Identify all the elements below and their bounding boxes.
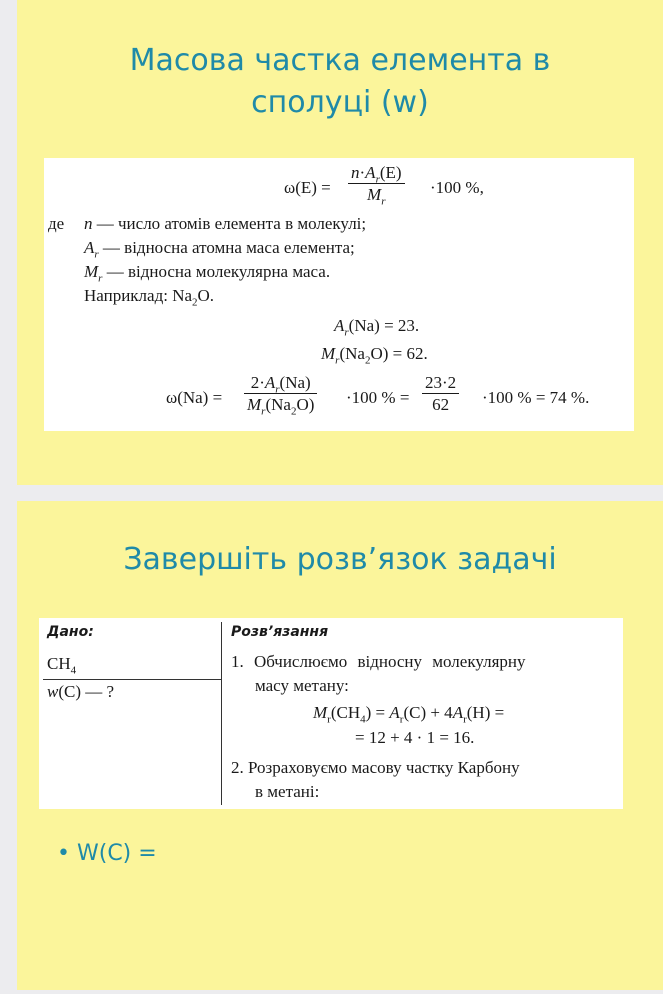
answer-prompt: W(C) = [76,841,157,866]
step-1: 1. Обчислюємо відносну молекулярну [231,652,526,671]
equation-1: $M_r(CH_4) = A_r(C) + 4A_r(H)$ = [313,703,505,726]
calc-fraction-2: $\frac{23\cdot 2}{62}$ [422,372,459,415]
formula-rhs: ·100 %, [430,178,484,197]
slide-title: Завершіть розв’язок задачі [123,542,557,577]
ar-na: $A_r(Na) = 23$. [334,316,420,339]
mr-na2o: $M_r(Na_2O) = 62$. [321,344,428,367]
formula-fraction [348,162,405,208]
step-1-cont: масу метану: [255,676,349,695]
calc-mid: ·100 % = [346,388,410,407]
solution-header: Розв’язання [231,624,329,640]
slide-mass-fraction [17,0,663,485]
given-value: $CH_4$ [47,654,77,677]
answer-bullet [57,841,157,866]
formula-denominator: $M_r$ [367,185,386,208]
equation-2: = 12 + 4 · 1 = 16. [355,728,475,747]
where-n: n — число атомів елемента в молекулі; [84,214,367,233]
step-2-cont: в метані: [255,782,320,801]
given-find: w(C) — ? [47,682,115,701]
where-mr: $M_r$ — відносна молекулярна маса. [84,262,331,285]
slide-task [17,501,663,990]
column-divider [221,622,222,805]
given-divider [43,679,221,680]
where-ar: $A_r$ — відносна атомна маса елемента; [84,238,355,261]
given-header: Дано: [47,624,94,640]
where-de: де [48,214,65,233]
formula-lhs: ω(E) = [284,178,331,197]
bullet-dot-icon: • [57,841,70,866]
calc-fraction-1: $\frac{2\cdot A_r(Na)}{M_r(Na_2O)}$ [244,372,317,415]
formula-numerator: $n\cdot A_r(E)$ [348,162,405,184]
slide-title [17,40,663,124]
title-line-2: сполуці (w) [251,85,429,120]
example-label: Наприклад: $Na_2O$. [84,286,215,309]
title-line-1: Масова частка елемента в [129,43,551,78]
textbook-scan-task [39,618,623,809]
step-2: 2. Розраховуємо масову частку Карбону [231,758,520,777]
textbook-scan-formula [44,158,634,431]
calc-lhs: ω(Na) = [166,388,223,407]
calc-rhs: ·100 % = 74 %. [482,388,590,407]
